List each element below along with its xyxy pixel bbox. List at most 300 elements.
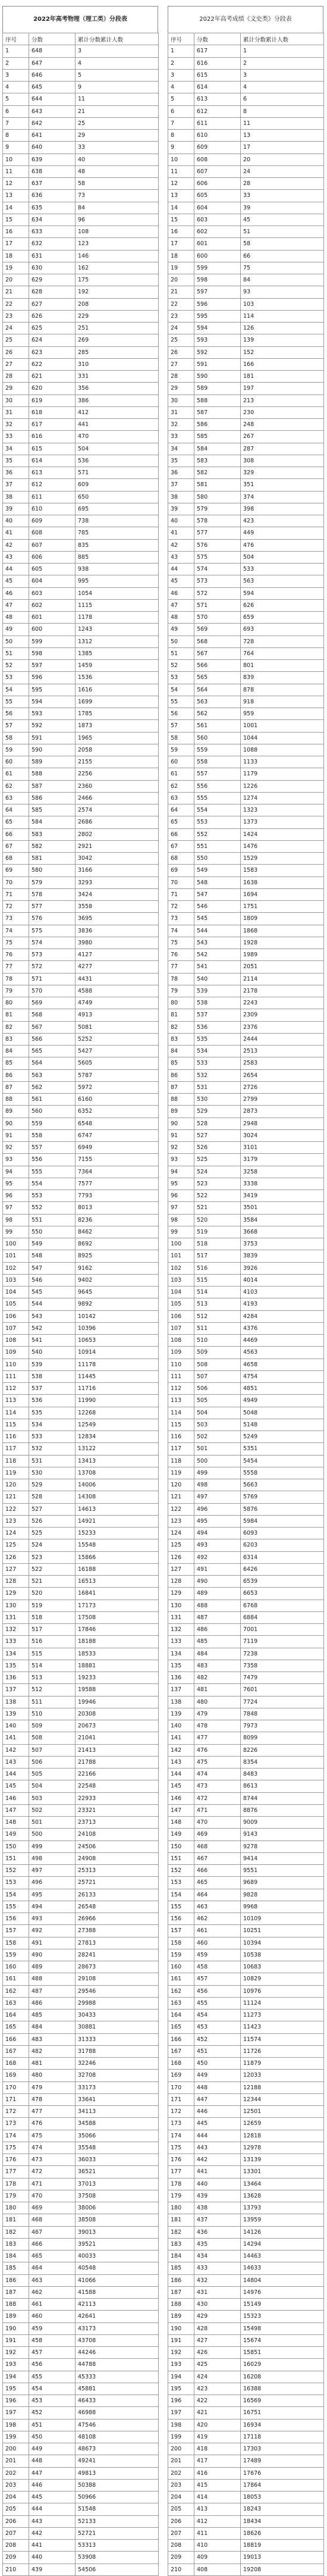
cell-cumulative-count: 1965 bbox=[76, 732, 159, 744]
cell-score: 572 bbox=[29, 961, 76, 973]
cell-cumulative-count: 31788 bbox=[76, 2045, 159, 2057]
table-row bbox=[3, 93, 159, 105]
cell-cumulative-count: 14804 bbox=[241, 2274, 324, 2286]
cell-cumulative-count: 1536 bbox=[76, 672, 159, 684]
table-row bbox=[168, 1250, 324, 1262]
cell-cumulative-count: 41066 bbox=[76, 2274, 159, 2286]
cell-cumulative-count: 18533 bbox=[76, 1648, 159, 1660]
cell-score: 506 bbox=[29, 1756, 76, 1768]
table-row bbox=[3, 1756, 159, 1768]
cell-index: 112 bbox=[168, 1383, 194, 1395]
cell-cumulative-count: 16388 bbox=[241, 2383, 324, 2395]
table-row bbox=[3, 431, 159, 443]
cell-cumulative-count: 1274 bbox=[241, 792, 324, 804]
cell-score: 459 bbox=[194, 1949, 241, 1961]
cell-index: 167 bbox=[3, 2045, 29, 2057]
cell-index: 5 bbox=[3, 93, 29, 105]
table-row bbox=[168, 2492, 324, 2503]
cell-index: 209 bbox=[3, 2552, 29, 2564]
cell-index: 141 bbox=[168, 1732, 194, 1744]
cell-index: 84 bbox=[168, 1046, 194, 1057]
cell-cumulative-count: 10538 bbox=[241, 1949, 324, 1961]
cell-index: 61 bbox=[168, 768, 194, 780]
cell-cumulative-count: 6426 bbox=[241, 1563, 324, 1575]
cell-index: 45 bbox=[3, 575, 29, 587]
cell-score: 551 bbox=[194, 840, 241, 852]
table-row bbox=[168, 1370, 324, 1382]
table-row bbox=[3, 1154, 159, 1166]
table-row bbox=[3, 1057, 159, 1069]
cell-cumulative-count: 6314 bbox=[241, 1551, 324, 1563]
cell-cumulative-count: 7238 bbox=[241, 1648, 324, 1660]
cell-score: 534 bbox=[29, 1419, 76, 1431]
cell-score: 524 bbox=[29, 1539, 76, 1551]
cell-index: 80 bbox=[3, 997, 29, 1009]
cell-score: 460 bbox=[194, 1937, 241, 1949]
cell-cumulative-count: 5558 bbox=[241, 1467, 324, 1479]
cell-cumulative-count: 84 bbox=[76, 202, 159, 214]
table-row bbox=[3, 1370, 159, 1382]
cell-index: 48 bbox=[3, 612, 29, 624]
cell-cumulative-count: 33 bbox=[241, 190, 324, 202]
cell-score: 416 bbox=[194, 2467, 241, 2479]
cell-index: 174 bbox=[3, 2130, 29, 2142]
cell-score: 627 bbox=[29, 298, 76, 310]
cell-score: 632 bbox=[29, 238, 76, 250]
cell-score: 537 bbox=[194, 1009, 241, 1021]
cell-score: 547 bbox=[194, 888, 241, 900]
cell-index: 34 bbox=[3, 443, 29, 455]
cell-index: 132 bbox=[168, 1624, 194, 1636]
cell-index: 1 bbox=[3, 45, 29, 57]
cell-score: 496 bbox=[194, 1503, 241, 1515]
cell-index: 130 bbox=[3, 1600, 29, 1611]
cell-index: 53 bbox=[168, 672, 194, 684]
cell-index: 159 bbox=[168, 1949, 194, 1961]
cell-score: 595 bbox=[194, 310, 241, 322]
cell-score: 446 bbox=[29, 2479, 76, 2491]
cell-score: 469 bbox=[29, 2202, 76, 2214]
table-row bbox=[168, 2286, 324, 2298]
table-row bbox=[3, 2251, 159, 2262]
cell-score: 423 bbox=[194, 2383, 241, 2395]
table-row bbox=[168, 853, 324, 865]
cell-cumulative-count: 5984 bbox=[241, 1515, 324, 1527]
cell-index: 31 bbox=[168, 406, 194, 418]
cell-cumulative-count: 11445 bbox=[76, 1370, 159, 1382]
cell-score: 629 bbox=[29, 274, 76, 286]
table-row bbox=[168, 142, 324, 154]
table-row bbox=[168, 2118, 324, 2130]
cell-score: 614 bbox=[194, 82, 241, 93]
cell-index: 86 bbox=[3, 1069, 29, 1081]
table-row bbox=[168, 1528, 324, 1539]
cell-score: 493 bbox=[194, 1539, 241, 1551]
cell-index: 139 bbox=[168, 1708, 194, 1720]
table-row bbox=[3, 1769, 159, 1780]
cell-index: 109 bbox=[3, 1347, 29, 1359]
cell-index: 107 bbox=[3, 1322, 29, 1334]
cell-index: 180 bbox=[168, 2202, 194, 2214]
table-row bbox=[3, 1347, 159, 1359]
cell-cumulative-count: 9414 bbox=[241, 1852, 324, 1864]
cell-cumulative-count: 10251 bbox=[241, 1925, 324, 1937]
cell-cumulative-count: 15233 bbox=[76, 1528, 159, 1539]
table-row bbox=[168, 2262, 324, 2274]
cell-index: 37 bbox=[168, 479, 194, 491]
cell-index: 63 bbox=[3, 792, 29, 804]
cell-index: 92 bbox=[3, 1142, 29, 1154]
cell-score: 411 bbox=[194, 2527, 241, 2539]
table-row bbox=[168, 1937, 324, 1949]
cell-cumulative-count: 152 bbox=[241, 346, 324, 358]
cell-cumulative-count: 1809 bbox=[241, 913, 324, 925]
cell-index: 135 bbox=[168, 1660, 194, 1672]
table-row bbox=[168, 1479, 324, 1491]
cell-score: 597 bbox=[194, 286, 241, 298]
cell-score: 473 bbox=[194, 1780, 241, 1792]
cell-cumulative-count: 2256 bbox=[76, 768, 159, 780]
cell-index: 203 bbox=[168, 2479, 194, 2491]
cell-index: 127 bbox=[3, 1563, 29, 1575]
table-row bbox=[168, 1033, 324, 1045]
table-row bbox=[3, 443, 159, 455]
cell-score: 601 bbox=[29, 612, 76, 624]
table-row bbox=[3, 286, 159, 298]
cell-index: 36 bbox=[3, 467, 29, 479]
cell-score: 421 bbox=[194, 2407, 241, 2419]
cell-index: 26 bbox=[168, 346, 194, 358]
cell-index: 128 bbox=[168, 1576, 194, 1588]
cell-index: 79 bbox=[3, 985, 29, 997]
cell-cumulative-count: 785 bbox=[76, 527, 159, 539]
cell-index: 134 bbox=[3, 1648, 29, 1660]
cell-cumulative-count: 2309 bbox=[241, 1009, 324, 1021]
table-row bbox=[168, 2142, 324, 2154]
table-row bbox=[168, 1298, 324, 1310]
cell-score: 510 bbox=[29, 1708, 76, 1720]
cell-score: 485 bbox=[29, 2010, 76, 2021]
cell-score: 445 bbox=[29, 2492, 76, 2503]
table-row bbox=[3, 2033, 159, 2045]
cell-index: 144 bbox=[3, 1769, 29, 1780]
cell-index: 69 bbox=[168, 865, 194, 877]
table-row bbox=[168, 45, 324, 57]
table-row bbox=[3, 1503, 159, 1515]
cell-cumulative-count: 1312 bbox=[76, 636, 159, 647]
table-row bbox=[3, 1298, 159, 1310]
cell-cumulative-count: 53313 bbox=[76, 2540, 159, 2552]
table-row bbox=[3, 1576, 159, 1588]
cell-score: 408 bbox=[194, 2564, 241, 2575]
cell-index: 18 bbox=[3, 250, 29, 262]
cell-index: 77 bbox=[3, 961, 29, 973]
table-row bbox=[3, 997, 159, 1009]
cell-score: 488 bbox=[29, 1973, 76, 1985]
table-row bbox=[168, 1515, 324, 1527]
cell-index: 119 bbox=[3, 1467, 29, 1479]
table-row bbox=[3, 527, 159, 539]
cell-score: 477 bbox=[29, 2106, 76, 2118]
cell-cumulative-count: 12501 bbox=[241, 2106, 324, 2118]
table-row bbox=[3, 1166, 159, 1178]
cell-cumulative-count: 5351 bbox=[241, 1443, 324, 1455]
cell-index: 84 bbox=[3, 1046, 29, 1057]
table-row bbox=[168, 57, 324, 69]
table-row bbox=[3, 1937, 159, 1949]
table-row bbox=[3, 1732, 159, 1744]
cell-cumulative-count: 66 bbox=[241, 250, 324, 262]
cell-score: 472 bbox=[194, 1792, 241, 1804]
cell-score: 604 bbox=[29, 575, 76, 587]
cell-cumulative-count: 16569 bbox=[241, 2395, 324, 2407]
cell-score: 473 bbox=[29, 2154, 76, 2166]
cell-index: 69 bbox=[3, 865, 29, 877]
table-row bbox=[3, 214, 159, 226]
cell-index: 8 bbox=[168, 130, 194, 142]
cell-cumulative-count: 4127 bbox=[76, 949, 159, 961]
table-row bbox=[3, 2371, 159, 2383]
cell-score: 581 bbox=[194, 479, 241, 491]
cell-index: 113 bbox=[3, 1395, 29, 1407]
cell-cumulative-count: 310 bbox=[76, 358, 159, 370]
cell-index: 106 bbox=[168, 1310, 194, 1322]
cell-cumulative-count: 8099 bbox=[241, 1732, 324, 1744]
cell-cumulative-count: 25313 bbox=[76, 1865, 159, 1877]
cell-score: 447 bbox=[29, 2467, 76, 2479]
table-row bbox=[168, 1636, 324, 1648]
cell-cumulative-count: 5663 bbox=[241, 1479, 324, 1491]
cell-index: 40 bbox=[168, 515, 194, 527]
table-row bbox=[3, 1190, 159, 1202]
cell-index: 58 bbox=[168, 732, 194, 744]
table-row bbox=[168, 888, 324, 900]
table-row bbox=[3, 2407, 159, 2419]
cell-cumulative-count: 13122 bbox=[76, 1443, 159, 1455]
cell-index: 31 bbox=[3, 406, 29, 418]
cell-cumulative-count: 4431 bbox=[76, 973, 159, 985]
cell-cumulative-count: 3501 bbox=[241, 1202, 324, 1214]
table-row bbox=[168, 2021, 324, 2033]
cell-index: 142 bbox=[3, 1744, 29, 1756]
header-cumulative-count: 累计分数累计人数 bbox=[241, 33, 324, 45]
cell-cumulative-count: 48 bbox=[76, 165, 159, 177]
table-row bbox=[3, 2118, 159, 2130]
cell-cumulative-count: 6352 bbox=[76, 1106, 159, 1118]
cell-cumulative-count: 24908 bbox=[76, 1852, 159, 1864]
cell-score: 592 bbox=[194, 346, 241, 358]
cell-index: 76 bbox=[168, 949, 194, 961]
table-row bbox=[168, 1852, 324, 1864]
table-row bbox=[3, 2142, 159, 2154]
cell-cumulative-count: 8876 bbox=[241, 1804, 324, 1816]
cell-index: 119 bbox=[168, 1467, 194, 1479]
cell-cumulative-count: 36033 bbox=[76, 2154, 159, 2166]
cell-cumulative-count: 10976 bbox=[241, 1985, 324, 1997]
cell-cumulative-count: 126 bbox=[241, 323, 324, 334]
cell-index: 151 bbox=[168, 1852, 194, 1864]
cell-cumulative-count: 1459 bbox=[76, 660, 159, 672]
cell-score: 607 bbox=[29, 539, 76, 551]
cell-score: 501 bbox=[194, 1443, 241, 1455]
cell-cumulative-count: 15498 bbox=[241, 2323, 324, 2334]
cell-index: 34 bbox=[168, 443, 194, 455]
cell-score: 564 bbox=[194, 684, 241, 696]
cell-cumulative-count: 53908 bbox=[76, 2552, 159, 2564]
cell-index: 199 bbox=[168, 2431, 194, 2443]
table-row bbox=[3, 1660, 159, 1672]
cell-index: 173 bbox=[168, 2118, 194, 2130]
table-row bbox=[168, 2443, 324, 2455]
cell-cumulative-count: 11178 bbox=[76, 1359, 159, 1370]
cell-index: 83 bbox=[168, 1033, 194, 1045]
cell-index: 39 bbox=[3, 503, 29, 515]
cell-index: 18 bbox=[168, 250, 194, 262]
cell-index: 197 bbox=[168, 2407, 194, 2419]
table-row bbox=[3, 672, 159, 684]
table-row bbox=[3, 1274, 159, 1286]
cell-score: 546 bbox=[29, 1274, 76, 1286]
table-row bbox=[168, 527, 324, 539]
cell-index: 54 bbox=[3, 684, 29, 696]
cell-cumulative-count: 995 bbox=[76, 575, 159, 587]
table-row bbox=[3, 1997, 159, 2009]
cell-cumulative-count: 12033 bbox=[241, 2070, 324, 2082]
cell-score: 502 bbox=[29, 1804, 76, 1816]
cell-cumulative-count: 2114 bbox=[241, 973, 324, 985]
cell-index: 51 bbox=[168, 647, 194, 659]
cell-score: 593 bbox=[194, 334, 241, 346]
cell-score: 474 bbox=[194, 1769, 241, 1780]
cell-score: 412 bbox=[194, 2515, 241, 2527]
cell-cumulative-count: 1529 bbox=[241, 853, 324, 865]
cell-score: 593 bbox=[29, 708, 76, 720]
cell-cumulative-count: 42641 bbox=[76, 2311, 159, 2323]
cell-cumulative-count: 9689 bbox=[241, 1877, 324, 1889]
cell-score: 548 bbox=[29, 1250, 76, 1262]
cell-cumulative-count: 230 bbox=[241, 406, 324, 418]
table-row bbox=[3, 1467, 159, 1479]
cell-cumulative-count: 5427 bbox=[76, 1046, 159, 1057]
table-row bbox=[168, 190, 324, 202]
table-row bbox=[3, 551, 159, 563]
table-row bbox=[3, 1708, 159, 1720]
table-row bbox=[168, 997, 324, 1009]
cell-index: 145 bbox=[168, 1780, 194, 1792]
cell-score: 513 bbox=[194, 1298, 241, 1310]
table-row bbox=[3, 1563, 159, 1575]
cell-score: 613 bbox=[194, 93, 241, 105]
cell-cumulative-count: 18434 bbox=[241, 2515, 324, 2527]
cell-score: 477 bbox=[194, 1732, 241, 1744]
cell-score: 521 bbox=[194, 1202, 241, 1214]
cell-cumulative-count: 15851 bbox=[241, 2347, 324, 2359]
cell-cumulative-count: 2513 bbox=[241, 1046, 324, 1057]
cell-index: 189 bbox=[3, 2311, 29, 2323]
cell-index: 132 bbox=[3, 1624, 29, 1636]
cell-index: 110 bbox=[3, 1359, 29, 1370]
cell-index: 115 bbox=[168, 1419, 194, 1431]
cell-cumulative-count: 39 bbox=[241, 202, 324, 214]
cell-score: 490 bbox=[29, 1949, 76, 1961]
table-row bbox=[168, 1576, 324, 1588]
cell-index: 101 bbox=[3, 1250, 29, 1262]
table-row bbox=[3, 2299, 159, 2311]
cell-index: 137 bbox=[168, 1684, 194, 1696]
table-row bbox=[3, 2479, 159, 2491]
cell-cumulative-count: 8613 bbox=[241, 1780, 324, 1792]
table-row bbox=[168, 274, 324, 286]
table-row bbox=[3, 298, 159, 310]
cell-score: 527 bbox=[29, 1503, 76, 1515]
cell-index: 187 bbox=[3, 2286, 29, 2298]
cell-cumulative-count: 6539 bbox=[241, 1576, 324, 1588]
cell-cumulative-count: 1424 bbox=[241, 828, 324, 840]
table-row bbox=[3, 1142, 159, 1154]
cell-index: 123 bbox=[3, 1515, 29, 1527]
cell-score: 639 bbox=[29, 154, 76, 165]
cell-score: 617 bbox=[29, 419, 76, 431]
table-row bbox=[168, 515, 324, 527]
cell-score: 580 bbox=[29, 865, 76, 877]
cell-score: 546 bbox=[194, 901, 241, 913]
cell-cumulative-count: 938 bbox=[76, 564, 159, 575]
cell-index: 81 bbox=[3, 1009, 29, 1021]
cell-index: 190 bbox=[168, 2323, 194, 2334]
cell-cumulative-count: 594 bbox=[241, 587, 324, 599]
cell-index: 21 bbox=[3, 286, 29, 298]
table-row bbox=[168, 2010, 324, 2021]
cell-score: 615 bbox=[194, 69, 241, 81]
table-row bbox=[3, 2564, 159, 2575]
cell-score: 517 bbox=[29, 1624, 76, 1636]
cell-cumulative-count: 5 bbox=[76, 69, 159, 81]
cell-index: 162 bbox=[3, 1985, 29, 1997]
cell-score: 499 bbox=[29, 1841, 76, 1852]
table-row bbox=[168, 587, 324, 599]
cell-cumulative-count: 1133 bbox=[241, 756, 324, 768]
table-row bbox=[3, 1611, 159, 1623]
table-row bbox=[3, 853, 159, 865]
cell-score: 609 bbox=[29, 515, 76, 527]
table-row bbox=[168, 2431, 324, 2443]
table-row bbox=[168, 383, 324, 395]
table-row bbox=[168, 334, 324, 346]
table-row bbox=[3, 1539, 159, 1551]
table-row bbox=[168, 130, 324, 142]
cell-cumulative-count: 1243 bbox=[76, 624, 159, 636]
cell-index: 125 bbox=[3, 1539, 29, 1551]
table-row bbox=[168, 961, 324, 973]
cell-index: 88 bbox=[3, 1094, 29, 1106]
cell-index: 72 bbox=[168, 901, 194, 913]
cell-index: 176 bbox=[168, 2154, 194, 2166]
cell-index: 64 bbox=[168, 805, 194, 816]
cell-cumulative-count: 28241 bbox=[76, 1949, 159, 1961]
cell-score: 455 bbox=[194, 1997, 241, 2009]
table-row bbox=[168, 214, 324, 226]
cell-score: 441 bbox=[29, 2540, 76, 2552]
cell-score: 508 bbox=[29, 1732, 76, 1744]
cell-index: 184 bbox=[168, 2251, 194, 2262]
cell-index: 1 bbox=[168, 45, 194, 57]
cell-cumulative-count: 2466 bbox=[76, 792, 159, 804]
cell-score: 622 bbox=[29, 358, 76, 370]
cell-cumulative-count: 2444 bbox=[241, 1033, 324, 1045]
table-row bbox=[3, 1913, 159, 1925]
cell-score: 424 bbox=[194, 2371, 241, 2383]
cell-cumulative-count: 11726 bbox=[241, 2045, 324, 2057]
